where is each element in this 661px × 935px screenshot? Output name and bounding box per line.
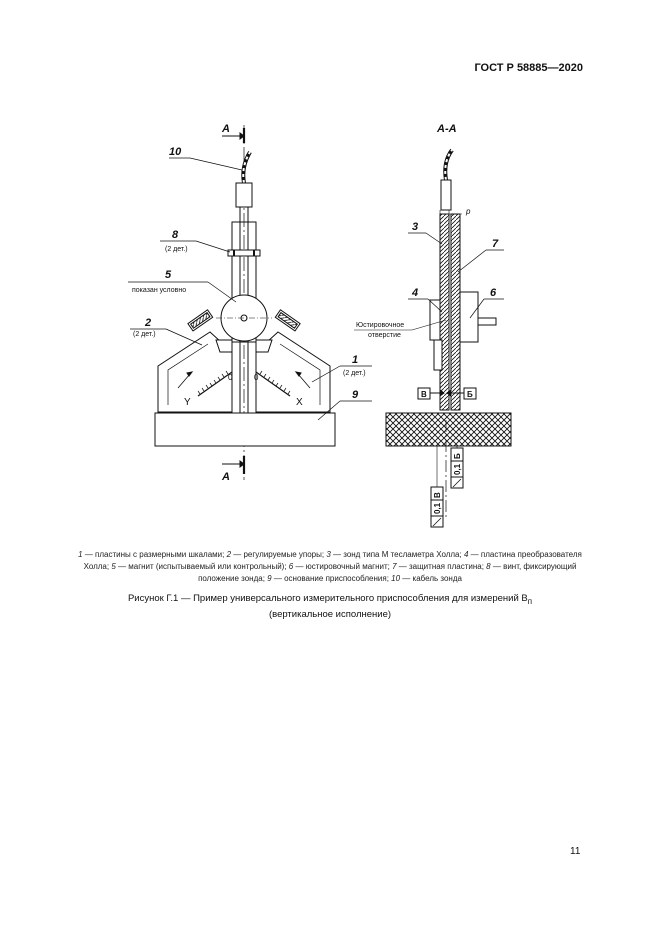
callout-p: p bbox=[466, 207, 471, 216]
cut-label-top: А bbox=[222, 123, 230, 135]
tolerance-2-value: 0,1 bbox=[453, 463, 462, 475]
callout-2-note: (2 дет.) bbox=[133, 331, 156, 338]
callout-4: 4 bbox=[412, 287, 419, 299]
page-number: 11 bbox=[570, 846, 581, 857]
cut-label-bottom: А bbox=[222, 471, 230, 483]
base-plate bbox=[155, 413, 335, 446]
callout-2: 2 bbox=[145, 317, 152, 329]
datum-v: В bbox=[421, 390, 427, 399]
section-view-title: А-А bbox=[437, 123, 457, 135]
callout-5: 5 bbox=[165, 269, 172, 281]
section-view bbox=[386, 150, 511, 527]
tolerance-1-datum: В bbox=[433, 492, 442, 498]
callout-1-note: (2 дет.) bbox=[343, 370, 366, 377]
front-view bbox=[155, 125, 335, 480]
stop-left bbox=[188, 310, 213, 331]
axis-x-label: X bbox=[296, 397, 303, 408]
callout-7: 7 bbox=[492, 238, 499, 250]
adjust-hole-label-1: Юстировочное bbox=[356, 322, 405, 329]
section-base bbox=[386, 413, 511, 446]
callout-8: 8 bbox=[172, 229, 179, 241]
callout-3: 3 bbox=[412, 221, 419, 233]
callout-8-note: (2 дет.) bbox=[165, 246, 188, 253]
datum-b: Б bbox=[467, 390, 473, 399]
axis-y-label: Y bbox=[184, 397, 191, 408]
document-header: ГОСТ Р 58885—2020 bbox=[474, 62, 583, 74]
tolerance-1-value: 0,1 bbox=[433, 502, 442, 514]
figure-legend: 1 — пластины с размерными шкалами; 2 — регулируемые упоры; 3 — зонд типа М тесламетра Холла; 4 — пластина преобразователя Холла; 5 — магнит (испытываемый или контрольный); 6 — юстировочный магнит; 7 — защитная пластина; 8 — винт, фиксирующий положение зонда; 9 — основание приспособления; 10 — кабель зонда bbox=[78, 550, 582, 583]
callout-10: 10 bbox=[169, 146, 182, 158]
stop-right bbox=[275, 310, 300, 331]
caption-subscript: п bbox=[527, 596, 533, 606]
callout-9: 9 bbox=[352, 389, 359, 401]
tolerance-2-datum: Б bbox=[453, 453, 462, 459]
callout-1: 1 bbox=[352, 354, 359, 366]
figure-caption bbox=[70, 592, 590, 621]
callout-5-note: показан условно bbox=[132, 287, 187, 294]
callout-6: 6 bbox=[490, 287, 497, 299]
caption-line-1: Рисунок Г.1 — Пример универсального измерительного приспособления для измерений B bbox=[127, 593, 528, 604]
caption-line-2: (вертикальное исполнение) bbox=[268, 608, 392, 620]
adjust-hole-label-2: отверстие bbox=[368, 332, 401, 339]
scale-zero-right: 0 bbox=[254, 373, 259, 382]
scale-zero-left: 0 bbox=[228, 373, 233, 382]
